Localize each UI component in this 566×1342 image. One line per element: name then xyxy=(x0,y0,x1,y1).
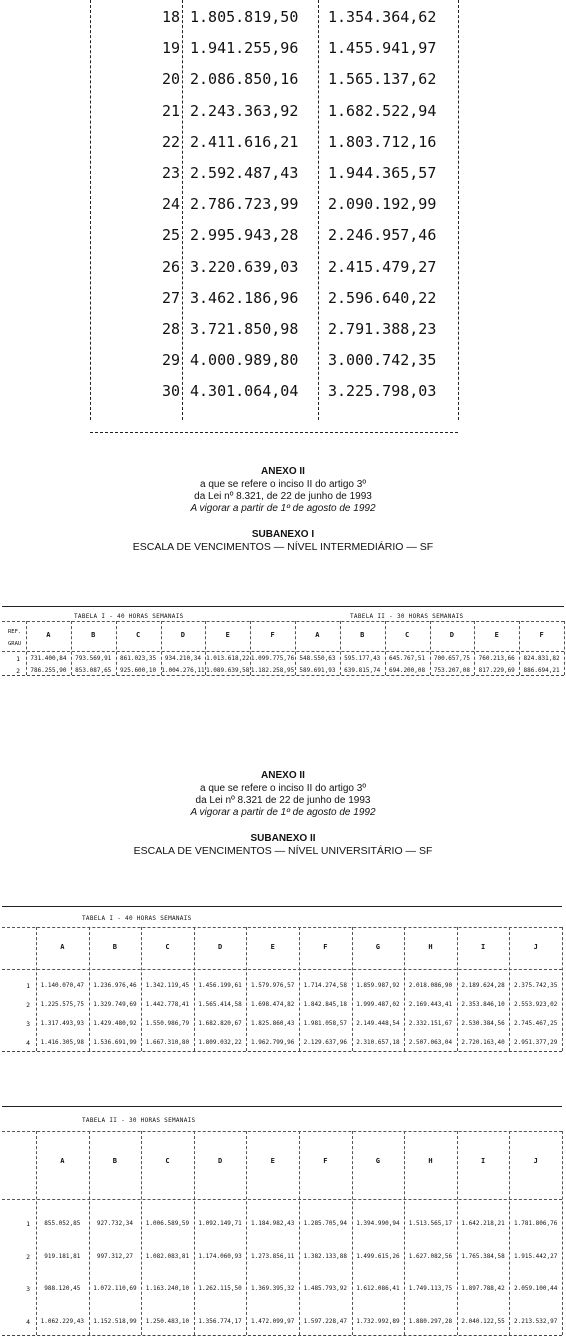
column-header-f: F xyxy=(323,1157,328,1165)
value-cell: 934.210,34 xyxy=(164,655,201,662)
value-cell: 731.400,84 xyxy=(30,655,67,662)
value-cell-b: 1.803.712,16 xyxy=(328,132,437,151)
value-cell: 548.550,63 xyxy=(299,655,336,662)
table-row xyxy=(90,70,470,100)
reference-number: 19 xyxy=(161,39,180,58)
salary-table-university-40h xyxy=(2,906,562,1052)
value-cell-b: 2.246.957,46 xyxy=(328,226,437,245)
value-cell: 2.040.122,55 xyxy=(461,1317,505,1325)
column-header-g: G xyxy=(375,1157,380,1165)
value-cell: 1.809.032,22 xyxy=(198,1039,242,1046)
value-cell: 2.149.448,54 xyxy=(356,1020,400,1027)
value-cell-b: 1.455.941,97 xyxy=(328,39,437,58)
value-cell: 1.536.691,99 xyxy=(93,1039,137,1046)
annex-line: da Lei nº 8.321 de 22 de junho de 1993 xyxy=(195,795,371,806)
column-header-d: D xyxy=(217,943,223,951)
value-cell: 1.329.749,69 xyxy=(93,1001,137,1008)
column-header-e: E xyxy=(270,1157,275,1165)
value-cell: 2.530.384,56 xyxy=(461,1020,505,1027)
value-cell: 1.099.775,76 xyxy=(250,655,295,662)
value-cell-a: 3.462.186,96 xyxy=(190,288,299,307)
reference-number: 30 xyxy=(161,382,180,401)
value-cell: 1.981.058,57 xyxy=(303,1020,347,1027)
value-cell: 1.342.119,45 xyxy=(145,982,190,989)
annex-line: a que se refere o inciso II do artigo 3º xyxy=(200,479,366,490)
value-cell-a: 1.941.255,96 xyxy=(190,39,299,58)
value-cell: 1.382.133,88 xyxy=(303,1252,347,1260)
value-cell: 1.140.070,47 xyxy=(40,982,84,989)
value-cell: 1.565.414,58 xyxy=(198,1001,242,1008)
value-cell: 2.213.532,97 xyxy=(514,1317,558,1325)
table-title-30h: TABELA II - 30 HORAS SEMANAIS xyxy=(350,613,464,620)
value-cell-a: 4.000.989,80 xyxy=(190,351,299,370)
value-cell: 1.915.442,27 xyxy=(514,1252,558,1260)
column-header-b: B xyxy=(91,631,96,639)
column-header-d: D xyxy=(180,631,186,639)
annex-line: da Lei nº 8.321, de 22 de junho de 1993 xyxy=(194,491,372,502)
column-header-a: A xyxy=(46,631,51,639)
reference-number: 20 xyxy=(161,70,180,89)
row-grade-number: 2 xyxy=(26,1252,30,1261)
value-cell-a: 2.411.616,21 xyxy=(190,132,299,151)
subannex-caption: ESCALA DE VENCIMENTOS — NÍVEL UNIVERSITÁRIO — SF xyxy=(133,845,433,857)
value-cell: 1.962.799,96 xyxy=(251,1039,295,1046)
annex-title: ANEXO II xyxy=(261,466,305,477)
value-cell: 2.059.100,44 xyxy=(514,1285,558,1292)
column-header-d: D xyxy=(217,1157,223,1165)
row-grade-number: 1 xyxy=(26,1220,30,1228)
column-separator xyxy=(562,1131,563,1335)
column-header-f: F xyxy=(539,631,544,639)
row-grade-number: 1 xyxy=(16,655,20,663)
grau-label: GRAU xyxy=(8,641,22,647)
value-cell: 997.312,27 xyxy=(96,1252,133,1260)
table-row xyxy=(90,226,470,256)
continuation-table xyxy=(90,0,470,440)
value-cell: 1.004.276,11 xyxy=(161,667,205,674)
value-cell: 886.694,21 xyxy=(523,667,560,674)
table-title-30h: TABELA II - 30 HORAS SEMANAIS xyxy=(82,1117,196,1124)
value-cell: 1.262.115,50 xyxy=(198,1285,242,1292)
value-cell: 1.627.082,56 xyxy=(408,1252,453,1260)
column-header-h: H xyxy=(428,1157,433,1165)
ref-label: REF. xyxy=(8,629,22,635)
value-cell: 1.236.976,46 xyxy=(93,982,137,989)
value-cell: 1.612.086,41 xyxy=(356,1285,400,1292)
value-cell: 2.353.846,10 xyxy=(461,1001,505,1008)
value-cell: 1.092.149,71 xyxy=(198,1220,242,1227)
value-cell: 694.200,08 xyxy=(389,667,426,674)
table-row xyxy=(90,133,470,163)
value-cell: 1.714.274,58 xyxy=(303,982,347,989)
value-cell: 1.698.474,82 xyxy=(251,1001,295,1008)
value-cell: 645.767,51 xyxy=(389,655,426,662)
value-cell: 1.174.060,93 xyxy=(198,1252,242,1260)
value-cell-b: 3.225.798,03 xyxy=(328,382,437,401)
column-header-g: G xyxy=(375,943,380,951)
value-cell: 824.831,82 xyxy=(523,655,560,662)
value-cell: 2.507.063,04 xyxy=(408,1039,453,1046)
value-cell: 1.897.788,42 xyxy=(461,1285,505,1292)
value-cell: 1.072.110,69 xyxy=(93,1285,137,1292)
reference-number: 27 xyxy=(161,288,180,307)
table-title-40h: TABELA I - 40 HORAS SEMANAIS xyxy=(82,915,192,922)
column-header-i: I xyxy=(480,943,486,951)
subannex-caption: ESCALA DE VENCIMENTOS — NÍVEL INTERMEDIÁRIO — SF xyxy=(132,541,434,553)
table-row xyxy=(90,195,470,225)
value-cell: 1.163.240,10 xyxy=(145,1285,190,1292)
reference-number: 18 xyxy=(161,8,180,26)
value-cell: 1.184.982,43 xyxy=(251,1220,295,1227)
column-header-e: E xyxy=(225,631,230,639)
column-header-a: A xyxy=(60,943,65,951)
value-cell: 1.825.860,43 xyxy=(251,1020,295,1027)
column-header-b: B xyxy=(112,1157,117,1165)
value-cell: 853.087,65 xyxy=(75,667,112,674)
value-cell: 1.859.987,92 xyxy=(356,982,400,989)
value-cell: 595.177,43 xyxy=(344,655,381,662)
value-cell-b: 2.415.479,27 xyxy=(328,257,437,276)
value-cell: 927.732,34 xyxy=(96,1220,133,1227)
row-grade-number: 3 xyxy=(26,1020,30,1028)
value-cell-b: 3.000.742,35 xyxy=(328,351,437,370)
value-cell-b: 2.596.640,22 xyxy=(328,288,437,307)
column-header-j: J xyxy=(533,1157,538,1165)
value-cell: 1.485.793,92 xyxy=(303,1285,347,1292)
value-cell: 2.951.377,29 xyxy=(514,1039,558,1046)
value-cell: 1.597.228,47 xyxy=(303,1317,347,1325)
value-cell: 2.189.624,28 xyxy=(461,982,505,989)
column-header-f: F xyxy=(270,631,275,639)
column-separator xyxy=(564,621,565,675)
value-cell: 2.375.742,35 xyxy=(514,982,558,989)
value-cell: 1.152.518,99 xyxy=(93,1317,137,1325)
annex-header-1 xyxy=(0,466,566,553)
column-header-c: C xyxy=(135,631,141,639)
value-cell: 2.018.086,90 xyxy=(408,982,453,989)
column-header-a: A xyxy=(315,631,320,639)
value-cell: 1.880.297,28 xyxy=(408,1317,453,1325)
annex-validity: A vigorar a partir de 1º de agosto de 1992 xyxy=(190,503,376,514)
table-row xyxy=(90,320,470,350)
value-cell: 925.600,10 xyxy=(120,667,157,674)
value-cell: 1.442.778,41 xyxy=(145,1001,190,1008)
annex-header-2 xyxy=(0,770,566,857)
value-cell: 1.369.395,32 xyxy=(251,1285,295,1292)
value-cell: 1.999.487,02 xyxy=(356,1001,400,1008)
value-cell: 1.682.820,67 xyxy=(198,1020,242,1027)
column-header-b: B xyxy=(112,943,117,951)
value-cell-a: 1.805.819,50 xyxy=(190,8,299,26)
column-separator xyxy=(562,927,563,1051)
value-cell: 589.691,93 xyxy=(299,667,336,674)
row-grade-number: 2 xyxy=(26,1001,30,1009)
header-rule xyxy=(2,927,562,928)
value-cell: 919.181,81 xyxy=(44,1252,81,1260)
value-cell: 817.229,69 xyxy=(478,667,515,674)
value-cell-a: 2.592.487,43 xyxy=(190,164,299,182)
value-cell: 639.815,74 xyxy=(344,667,381,674)
header-rule xyxy=(2,1199,562,1200)
salary-table-university-30h xyxy=(2,1106,562,1336)
reference-number: 26 xyxy=(161,257,180,276)
table-row xyxy=(90,39,470,69)
value-cell: 1.642.218,21 xyxy=(461,1220,505,1227)
column-header-c: C xyxy=(165,943,170,951)
row-grade-number: 4 xyxy=(26,1039,30,1047)
subannex-title: SUBANEXO II xyxy=(250,833,316,844)
value-cell: 861.023,35 xyxy=(120,655,157,662)
value-cell: 855.052,85 xyxy=(44,1220,81,1227)
reference-number: 23 xyxy=(161,164,180,182)
subannex-title: SUBANEXO I xyxy=(251,529,315,540)
value-cell: 1.356.774,17 xyxy=(198,1317,242,1325)
value-cell: 1.732.992,89 xyxy=(356,1317,400,1325)
header-rule xyxy=(2,651,564,652)
reference-number: 24 xyxy=(161,195,180,214)
value-cell-a: 2.086.850,16 xyxy=(190,70,299,89)
annex-line: a que se refere o inciso II do artigo 3º xyxy=(200,783,366,794)
value-cell: 760.213,66 xyxy=(478,655,515,662)
value-cell: 988.120,45 xyxy=(44,1285,81,1292)
value-cell-b: 1.565.137,62 xyxy=(328,70,437,89)
reference-number: 29 xyxy=(161,351,180,370)
reference-number: 22 xyxy=(161,132,180,151)
value-cell: 753.207,08 xyxy=(433,667,470,674)
value-cell-b: 2.791.388,23 xyxy=(328,320,437,338)
annex-validity: A vigorar a partir de 1º de agosto de 1992 xyxy=(190,807,376,818)
value-cell: 1.456.199,61 xyxy=(198,982,242,989)
column-header-e: E xyxy=(494,631,499,639)
row-grade-number: 4 xyxy=(26,1317,30,1326)
table-row xyxy=(90,382,470,412)
value-cell: 1.513.565,17 xyxy=(408,1220,453,1227)
value-cell-a: 2.786.723,99 xyxy=(190,195,299,214)
value-cell: 2.720.163,40 xyxy=(461,1039,505,1046)
column-header-a: A xyxy=(60,1157,65,1165)
table-row xyxy=(90,289,470,319)
row-grade-number: 2 xyxy=(16,667,20,675)
value-cell: 1.089.639,58 xyxy=(206,667,250,674)
table-row xyxy=(90,351,470,381)
reference-number: 25 xyxy=(161,226,180,245)
value-cell: 1.550.986,79 xyxy=(145,1020,190,1027)
value-cell: 1.013.618,22 xyxy=(206,655,250,662)
value-cell: 2.129.637,96 xyxy=(303,1039,347,1046)
value-cell: 2.169.443,41 xyxy=(408,1001,453,1008)
value-cell-a: 3.721.850,98 xyxy=(190,320,299,338)
value-cell: 1.842.845,18 xyxy=(303,1001,347,1008)
column-header-h: H xyxy=(428,943,433,951)
value-cell-b: 1.682.522,94 xyxy=(328,101,437,120)
value-cell: 793.569,91 xyxy=(75,655,112,662)
row-grade-number: 3 xyxy=(26,1285,30,1293)
value-cell: 700.657,75 xyxy=(433,655,470,662)
value-cell-b: 2.090.192,99 xyxy=(328,195,437,214)
value-cell: 1.472.099,97 xyxy=(251,1317,295,1325)
column-header-c: C xyxy=(404,631,410,639)
column-header-f: F xyxy=(323,943,328,951)
reference-number: 21 xyxy=(161,101,180,120)
table-row xyxy=(90,258,470,288)
value-cell: 1.667.310,80 xyxy=(145,1039,190,1046)
table-bottom-rule xyxy=(90,432,458,433)
reference-number: 28 xyxy=(161,320,180,338)
table-row xyxy=(90,164,470,194)
value-cell-b: 1.354.364,62 xyxy=(328,8,437,26)
value-cell: 1.062.229,43 xyxy=(40,1317,84,1325)
value-cell-b: 1.944.365,57 xyxy=(328,164,437,182)
value-cell: 1.416.305,98 xyxy=(40,1039,84,1046)
table-title-40h: TABELA I - 40 HORAS SEMANAIS xyxy=(74,613,184,620)
table-row xyxy=(90,8,470,38)
value-cell: 1.317.493,93 xyxy=(40,1020,84,1027)
value-cell: 2.553.923,02 xyxy=(514,1001,558,1008)
value-cell: 1.499.615,26 xyxy=(356,1252,400,1260)
value-cell: 1.429.480,92 xyxy=(93,1020,137,1027)
value-cell: 1.285.705,94 xyxy=(303,1220,347,1227)
value-cell: 1.225.575,75 xyxy=(40,1001,84,1008)
table-row xyxy=(90,102,470,132)
column-header-d: D xyxy=(449,631,455,639)
value-cell-a: 3.220.639,03 xyxy=(190,257,299,276)
column-header-c: C xyxy=(165,1157,170,1165)
row-grade-number: 1 xyxy=(26,982,30,990)
column-header-e: E xyxy=(270,943,275,951)
value-cell: 1.579.976,57 xyxy=(251,982,295,989)
value-cell: 2.745.467,25 xyxy=(514,1020,558,1027)
value-cell-a: 4.301.064,04 xyxy=(190,382,299,401)
header-rule xyxy=(2,969,562,970)
value-cell: 1.250.483,10 xyxy=(145,1317,190,1325)
column-header-i: I xyxy=(480,1157,486,1165)
value-cell: 1.394.990,94 xyxy=(356,1220,400,1227)
value-cell: 2.310.657,18 xyxy=(356,1039,400,1046)
value-cell: 1.006.589,59 xyxy=(145,1220,190,1227)
annex-title: ANEXO II xyxy=(261,770,305,781)
value-cell: 1.765.384,58 xyxy=(461,1252,505,1260)
value-cell: 1.273.856,11 xyxy=(251,1252,295,1260)
header-rule xyxy=(2,1131,562,1132)
value-cell: 1.182.258,95 xyxy=(250,667,295,674)
value-cell: 1.082.083,81 xyxy=(145,1252,190,1260)
column-header-b: B xyxy=(360,631,365,639)
value-cell: 786.255,90 xyxy=(30,667,67,674)
value-cell: 1.749.113,75 xyxy=(408,1285,453,1292)
column-header-j: J xyxy=(533,943,538,951)
value-cell-a: 2.243.363,92 xyxy=(190,101,299,120)
value-cell: 1.781.806,76 xyxy=(514,1220,558,1227)
header-rule xyxy=(2,621,564,622)
salary-table-intermediate xyxy=(2,606,564,676)
value-cell: 2.332.151,67 xyxy=(408,1020,453,1027)
value-cell-a: 2.995.943,28 xyxy=(190,226,299,245)
